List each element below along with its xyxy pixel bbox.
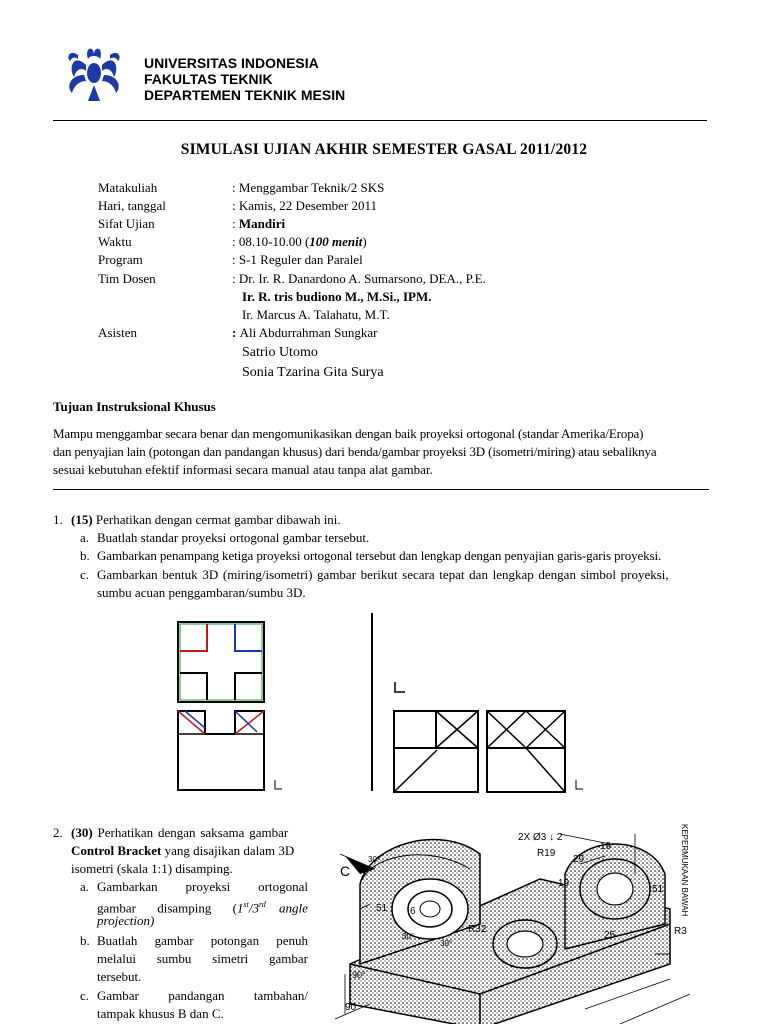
- time-label: Waktu: [98, 234, 132, 249]
- lecturer-1: : Dr. Ir. R. Danardono A. Sumarsono, DEA., P.E.: [232, 271, 486, 286]
- exam-type-colon: :: [232, 216, 239, 231]
- q1-side-view-figure-2: [486, 710, 568, 794]
- q2b-line-1: Buatlah gambar potongan penuh: [97, 933, 308, 948]
- dim-90: 90: [345, 1002, 357, 1013]
- objective-heading: Tujuan Instruksional Khusus: [53, 399, 216, 414]
- assistant-label: Asisten: [98, 325, 137, 340]
- exam-type-value: [232, 215, 285, 233]
- q1-number: 1.: [53, 512, 63, 527]
- objective-line-1: Mampu menggambar secara benar dan mengomunikasikan dengan baik proyeksi ortogonal (standar Amerika/Eropa): [53, 426, 644, 441]
- q2c-line-1: Gambar pandangan tambahan/: [97, 988, 308, 1003]
- q2-score: (30): [71, 825, 93, 840]
- time-suffix: ): [362, 234, 367, 249]
- dim-30c: 30°: [440, 939, 453, 948]
- q2a-line-2-text: gambar disamping (: [97, 900, 237, 916]
- q1-small-corner-mark-1: [274, 780, 284, 790]
- q1c-marker: c.: [80, 567, 90, 582]
- dim-51b: 51: [652, 884, 664, 895]
- dim-19b: 19: [558, 878, 570, 889]
- q2c-line-2: tampak khusus B dan C.: [97, 1006, 224, 1021]
- dim-r32: R32: [468, 924, 487, 935]
- university-logo: [64, 45, 124, 105]
- assistant-1-name: Ali Abdurrahman Sungkar: [239, 325, 378, 340]
- q2-bold-term: Control Bracket: [71, 843, 162, 858]
- q2a-sup-st: st: [243, 900, 249, 909]
- lecturer-3: Ir. Marcus A. Talahatu, M.T.: [242, 307, 390, 322]
- faculty-name: FAKULTAS TEKNIK: [144, 71, 273, 87]
- assistant-colon: :: [232, 325, 240, 340]
- dim-25: 25: [604, 930, 616, 941]
- assistant-1: [232, 324, 378, 342]
- q1-figure-separator: [371, 613, 373, 791]
- program-value: : S-1 Reguler dan Paralel: [232, 252, 363, 267]
- dim-6: 6: [410, 906, 416, 917]
- date-label: Hari, tanggal: [98, 198, 166, 213]
- time-prefix: : 08.10-10.00 (: [232, 234, 310, 249]
- time-value: [232, 233, 367, 251]
- q1-prompt: [71, 511, 341, 529]
- side-note-text: KEPERMUKAAN BAWAH: [680, 824, 689, 917]
- dim-19a: 19: [600, 841, 612, 852]
- q2-number: 2.: [53, 825, 63, 840]
- q1-small-corner-mark-3: [575, 780, 585, 790]
- q1a-text: Buatlah standar proyeksi ortogonal gambar tersebut.: [97, 530, 370, 545]
- q2a-angle: angle: [265, 900, 308, 916]
- q2-line-1: [71, 824, 288, 842]
- q1-score: (15): [71, 512, 93, 527]
- q2b-marker: b.: [80, 933, 90, 948]
- q1c-text-2: sumbu acuan penggambaran/sumbu 3D.: [97, 585, 306, 600]
- q2a-first: 1: [236, 900, 244, 916]
- dim-30a: 30°: [368, 855, 381, 864]
- lecturers-label: Tim Dosen: [98, 271, 156, 286]
- q2a-sup-rd: rd: [258, 900, 266, 909]
- q1b-marker: b.: [80, 548, 90, 563]
- university-name: UNIVERSITAS INDONESIA: [144, 55, 319, 71]
- dim-29: 29: [573, 854, 585, 865]
- dim-holes: 2X Ø3 ↓ 2: [518, 832, 563, 843]
- section-divider: [53, 489, 709, 490]
- dim-r3: R3: [674, 926, 687, 937]
- q2c-marker: c.: [80, 988, 90, 1003]
- q2-line-3: isometri (skala 1:1) disamping.: [71, 861, 233, 876]
- q1c-text-1: Gambarkan bentuk 3D (miring/isometri) gambar berikut secara tepat dan lengkap dengan simbol proyeksi,: [97, 567, 669, 582]
- dim-90-angle: 90°: [352, 970, 366, 980]
- date-value: : Kamis, 22 Desember 2011: [232, 198, 378, 213]
- q1-side-view-figure-1: [393, 710, 479, 794]
- q2-line-1-text: Perhatikan dengan saksama gambar: [92, 825, 289, 840]
- q2-line-2: [71, 842, 294, 860]
- q1b-text: Gambarkan penampang ketiga proyeksi ortogonal tersebut dan lengkap dengan penyajian garis-garis proyeksi.: [97, 548, 662, 563]
- q1-front-view-figure: [177, 710, 267, 792]
- q2a-line-3: projection): [97, 913, 155, 928]
- assistant-3: Sonia Tzarina Gita Surya: [242, 365, 384, 380]
- lecturer-2: Ir. R. tris budiono M., M.Si., IPM.: [242, 289, 432, 304]
- q2a-marker: a.: [80, 879, 90, 894]
- department-name: DEPARTEMEN TEKNIK MESIN: [144, 87, 346, 103]
- q2-line-2-text: yang disajikan dalam 3D: [161, 843, 295, 858]
- dim-30b: 30°: [402, 932, 415, 941]
- q1-text: Perhatikan dengan cermat gambar dibawah ini.: [92, 512, 341, 527]
- header-divider: [53, 120, 707, 121]
- dim-51a: 51: [376, 903, 388, 914]
- exam-type-text: Mandiri: [238, 216, 286, 231]
- course-label: Matakuliah: [98, 180, 158, 195]
- q1a-marker: a.: [80, 530, 90, 545]
- assistant-2: Satrio Utomo: [242, 345, 318, 360]
- q2b-line-3: tersebut.: [97, 969, 142, 984]
- exam-title: SIMULASI UJIAN AKHIR SEMESTER GASAL 2011/2012: [180, 141, 588, 158]
- dim-r19: R19: [537, 848, 556, 859]
- q2a-third: /3: [248, 900, 259, 916]
- objective-line-2: dan penyajian lain (potongan dan pandangan khusus) dari benda/gambar proyeksi 3D (isometri/miring) atau sebaliknya: [53, 444, 657, 459]
- control-bracket-drawing: [330, 814, 710, 1024]
- view-c-label: C: [340, 863, 351, 879]
- course-value: : Menggambar Teknik/2 SKS: [232, 180, 385, 195]
- q2b-line-2: melalui sumbu simetri gambar: [97, 951, 308, 966]
- exam-type-label: Sifat Ujian: [98, 216, 155, 231]
- objective-line-3: sesuai kebutuhan efektif informasi secara manual atau tanpa alat gambar.: [53, 462, 433, 477]
- q1-small-corner-mark-2: [394, 682, 406, 694]
- q2a-line-1: Gambarkan proyeksi ortogonal: [97, 879, 308, 894]
- program-label: Program: [98, 252, 143, 267]
- q1-top-view-figure: [177, 621, 267, 705]
- time-duration: 100 menit: [309, 234, 363, 249]
